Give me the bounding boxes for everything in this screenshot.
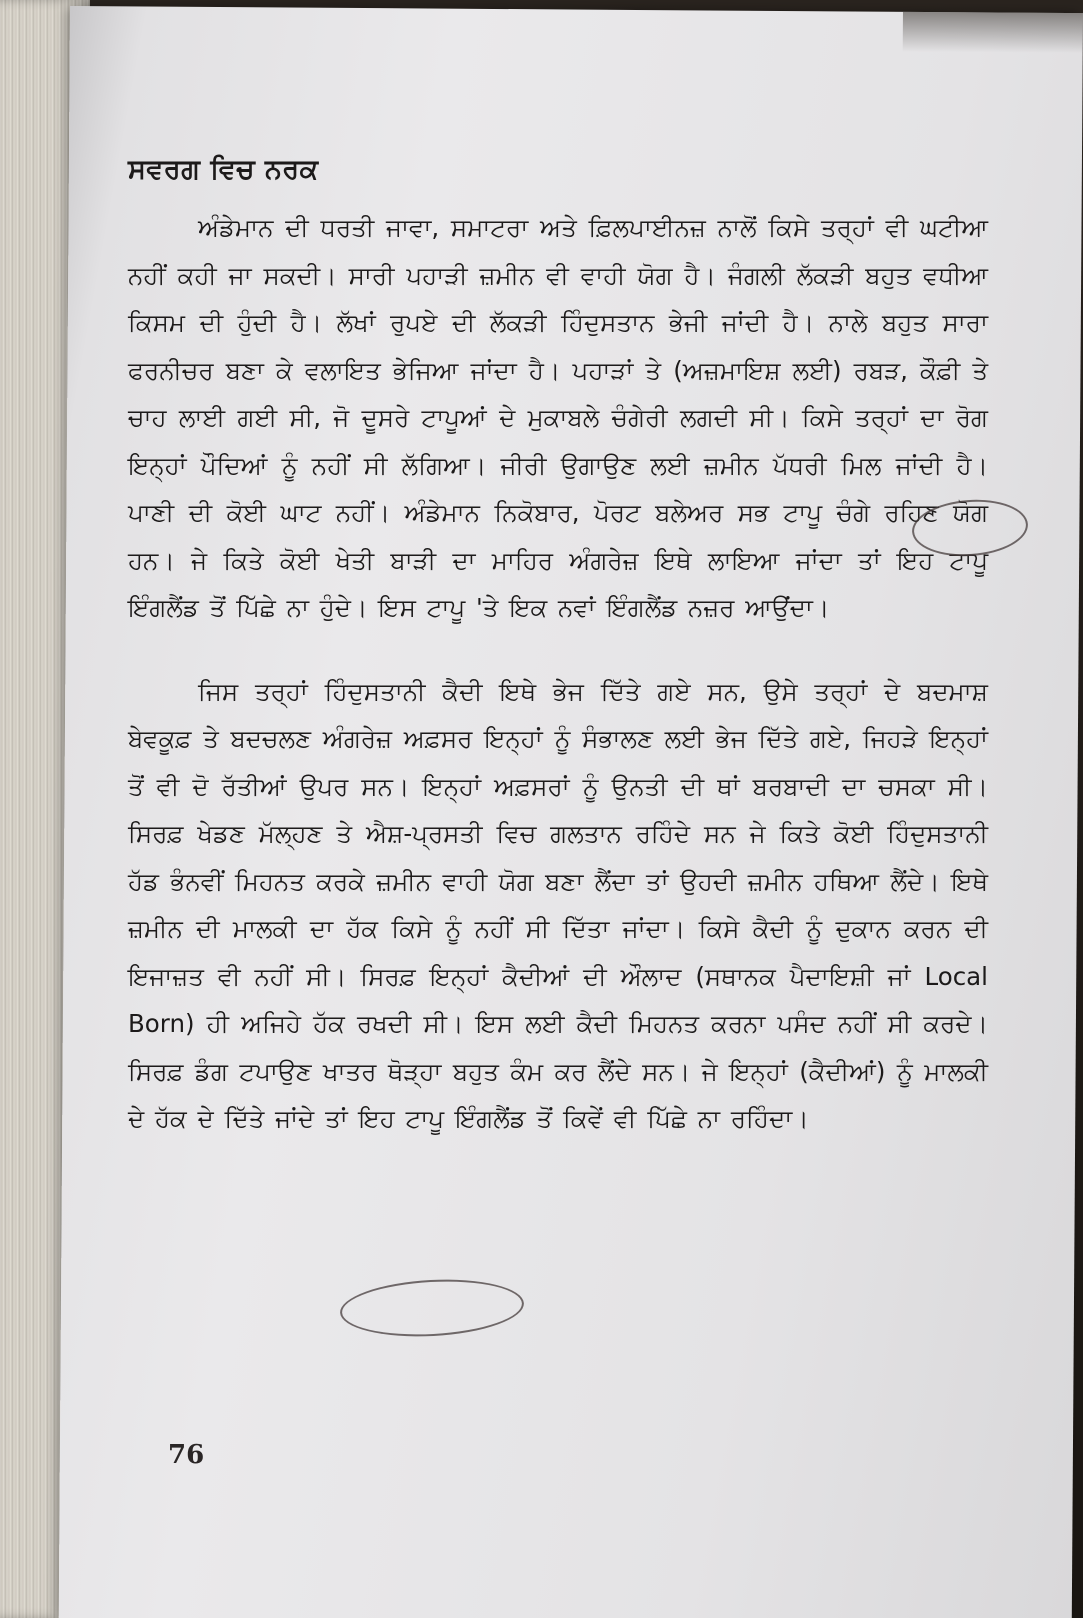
- chapter-title: ਸਵਰਗ ਵਿਚ ਨਰਕ: [128, 154, 319, 185]
- page-text-block: [128, 150, 988, 1143]
- page-number: 76: [168, 1440, 205, 1470]
- paragraph-1: ਅੰਡੇਮਾਨ ਦੀ ਧਰਤੀ ਜਾਵਾ, ਸਮਾਟਰਾ ਅਤੇ ਫ਼ਿਲਪਾਈਨਜ਼ ਨਾਲੋਂ ਕਿਸੇ ਤਰ੍ਹਾਂ ਵੀ ਘਟੀਆ ਨਹੀਂ ਕਹੀ ਜਾ ਸਕਦੀ। ਸਾਰੀ ਪਹਾੜੀ ਜ਼ਮੀਨ ਵੀ ਵਾਹੀ ਯੋਗ ਹੈ। ਜੰਗਲੀ ਲੱਕੜੀ ਬਹੁਤ ਵਧੀਆ ਕਿਸਮ ਦੀ ਹੁੰਦੀ ਹੈ। ਲੱਖਾਂ ਰੁਪਏ ਦੀ ਲੱਕੜੀ ਹਿੰਦੁਸਤਾਨ ਭੇਜੀ ਜਾਂਦੀ ਹੈ। ਨਾਲੇ ਬਹੁਤ ਸਾਰਾ ਫਰਨੀਚਰ ਬਣਾ ਕੇ ਵਲਾਇਤ ਭੇਜਿਆ ਜਾਂਦਾ ਹੈ। ਪਹਾੜਾਂ ਤੇ (ਅਜ਼ਮਾਇਸ਼ ਲਈ) ਰਬੜ, ਕੌਫ਼ੀ ਤੇ ਚਾਹ ਲਾਈ ਗਈ ਸੀ, ਜੋ ਦੂਸਰੇ ਟਾਪੂਆਂ ਦੇ ਮੁਕਾਬਲੇ ਚੰਗੇਰੀ ਲਗਦੀ ਸੀ। ਕਿਸੇ ਤਰ੍ਹਾਂ ਦਾ ਰੋਗ ਇਨ੍ਹਾਂ ਪੌਦਿਆਂ ਨੂੰ ਨਹੀਂ ਸੀ ਲੱਗਿਆ। ਜੀਰੀ ਉਗਾਉਣ ਲਈ ਜ਼ਮੀਨ ਪੱਧਰੀ ਮਿਲ ਜਾਂਦੀ ਹੈ। ਪਾਣੀ ਦੀ ਕੋਈ ਘਾਟ ਨਹੀਂ। ਅੰਡੇਮਾਨ ਨਿਕੋਬਾਰ, ਪੋਰਟ ਬਲੇਅਰ ਸਭ ਟਾਪੂ ਚੰਗੇ ਰਹਿਣ ਯੋਗ ਹਨ। ਜੇ ਕਿਤੇ ਕੋਈ ਖੇਤੀ ਬਾੜੀ ਦਾ ਮਾਹਿਰ ਅੰਗਰੇਜ਼ ਇਥੇ ਲਾਇਆ ਜਾਂਦਾ ਤਾਂ ਇਹ ਟਾਪੂ ਇੰਗਲੈਂਡ ਤੋਂ ਪਿੱਛੇ ਨਾ ਹੁੰਦੇ। ਇਸ ਟਾਪੂ 'ਤੇ ਇਕ ਨਵਾਂ ਇੰਗਲੈਂਡ ਨਜ਼ਰ ਆਉਂਦਾ।: [128, 213, 988, 622]
- corner-shadow: [903, 12, 1083, 53]
- paragraph-2: ਜਿਸ ਤਰ੍ਹਾਂ ਹਿੰਦੁਸਤਾਨੀ ਕੈਦੀ ਇਥੇ ਭੇਜ ਦਿੱਤੇ ਗਏ ਸਨ, ਉਸੇ ਤਰ੍ਹਾਂ ਦੇ ਬਦਮਾਸ਼ ਬੇਵਕੂਫ਼ ਤੇ ਬਦਚਲਣ ਅੰਗਰੇਜ਼ ਅਫ਼ਸਰ ਇਨ੍ਹਾਂ ਨੂੰ ਸੰਭਾਲਣ ਲਈ ਭੇਜ ਦਿੱਤੇ ਗਏ, ਜਿਹੜੇ ਇਨ੍ਹਾਂ ਤੋਂ ਵੀ ਦੋ ਰੱਤੀਆਂ ਉਪਰ ਸਨ। ਇਨ੍ਹਾਂ ਅਫ਼ਸਰਾਂ ਨੂੰ ਉਨਤੀ ਦੀ ਥਾਂ ਬਰਬਾਦੀ ਦਾ ਚਸਕਾ ਸੀ। ਸਿਰਫ਼ ਖੇਡਣ ਮੱਲ੍ਹਣ ਤੇ ਐਸ਼-ਪ੍ਰਸਤੀ ਵਿਚ ਗਲਤਾਨ ਰਹਿੰਦੇ ਸਨ ਜੇ ਕਿਤੇ ਕੋਈ ਹਿੰਦੁਸਤਾਨੀ ਹੱਡ ਭੰਨਵੀਂ ਮਿਹਨਤ ਕਰਕੇ ਜ਼ਮੀਨ ਵਾਹੀ ਯੋਗ ਬਣਾ ਲੈਂਦਾ ਤਾਂ ਉਹਦੀ ਜ਼ਮੀਨ ਹਥਿਆ ਲੈਂਦੇ। ਇਥੇ ਜ਼ਮੀਨ ਦੀ ਮਾਲਕੀ ਦਾ ਹੱਕ ਕਿਸੇ ਨੂੰ ਨਹੀਂ ਸੀ ਦਿੱਤਾ ਜਾਂਦਾ। ਕਿਸੇ ਕੈਦੀ ਨੂੰ ਦੁਕਾਨ ਕਰਨ ਦੀ ਇਜਾਜ਼ਤ ਵੀ ਨਹੀਂ ਸੀ। ਸਿਰਫ਼ ਇਨ੍ਹਾਂ ਕੈਦੀਆਂ ਦੀ ਔਲਾਦ (ਸਥਾਨਕ ਪੈਦਾਇਸ਼ੀ ਜਾਂ Local Born) ਹੀ ਅਜਿਹੇ ਹੱਕ ਰਖਦੀ ਸੀ। ਇਸ ਲਈ ਕੈਦੀ ਮਿਹਨਤ ਕਰਨਾ ਪਸੰਦ ਨਹੀਂ ਸੀ ਕਰਦੇ। ਸਿਰਫ਼ ਡੰਗ ਟਪਾਉਣ ਖਾਤਰ ਥੋੜ੍ਹਾ ਬਹੁਤ ਕੰਮ ਕਰ ਲੈਂਦੇ ਸਨ। ਜੇ ਇਨ੍ਹਾਂ (ਕੈਦੀਆਂ) ਨੂੰ ਮਾਲਕੀ ਦੇ ਹੱਕ ਦੇ ਦਿੱਤੇ ਜਾਂਦੇ ਤਾਂ ਇਹ ਟਾਪੂ ਇੰਗਲੈਂਡ ਤੋਂ ਕਿਵੇਂ ਵੀ ਪਿੱਛੇ ਨਾ ਰਹਿੰਦਾ।: [128, 676, 988, 1133]
